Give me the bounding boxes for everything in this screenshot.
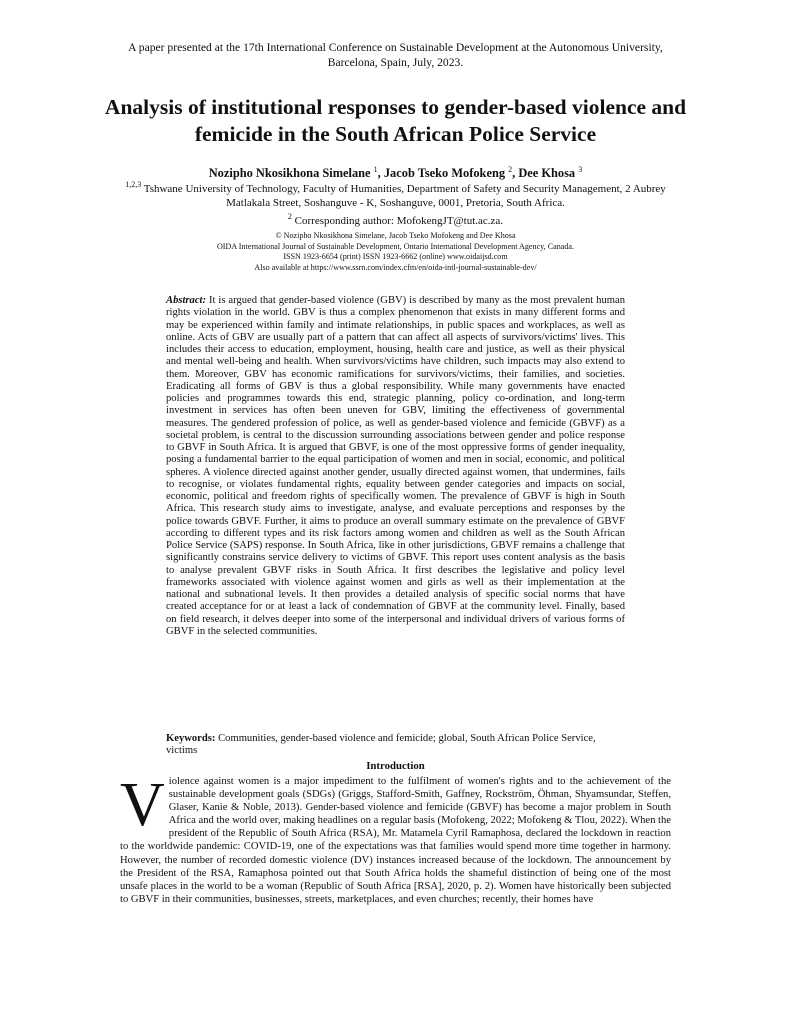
introduction-body bbox=[120, 771, 671, 906]
author-name: Dee Khosa bbox=[518, 166, 576, 180]
availability-line: Also available at https://www.ssrn.com/index.cfm/en/oida-intl-journal-sustainable-dev/ bbox=[254, 262, 537, 272]
author-mark: 1 bbox=[373, 165, 378, 174]
affiliation bbox=[115, 178, 676, 228]
author-list: Nozipho Nkosikhona Simelane $^1$, Jacob Tseko Mofokeng $^2$, Dee Khosa $^3$ bbox=[208, 165, 583, 180]
issn-line: ISSN 1923-6654 (print) ISSN 1923-6662 (online) www.oidaijsd.com bbox=[283, 252, 508, 262]
corresponding-mark: 2 bbox=[287, 212, 292, 221]
corresponding-author: Corresponding author: MofokengJT@tut.ac.za. bbox=[294, 215, 504, 227]
affiliation-text: Tshwane University of Technology, Faculty of Humanities, Department of Safety and Security Management, 2 Aubrey Matlakala Street, Soshanguve - K, Soshanguve, 0001, Pretoria, South Africa. bbox=[143, 183, 666, 209]
author-name: Jacob Tseko Mofokeng bbox=[383, 166, 506, 180]
abstract-label: Abstract: bbox=[166, 295, 207, 306]
author-mark: 2 bbox=[508, 165, 513, 174]
drop-cap: V bbox=[120, 771, 165, 839]
keywords-label: Keywords: bbox=[166, 733, 216, 744]
copyright-block bbox=[140, 231, 651, 273]
journal-line: OIDA International Journal of Sustainable Development, Ontario International Development Agency, Canada. bbox=[216, 241, 575, 251]
copyright-line: © Nozipho Nkosikhona Simelane, Jacob Tseko Mofokeng and Dee Khosa bbox=[275, 231, 516, 240]
author-name: Nozipho Nkosikhona Simelane bbox=[208, 166, 371, 180]
abstract-text: It is argued that gender-based violence (GBV) is described by many as the most prevalent human rights violation in the world. GBV is thus a complex phenomenon that exists in many different forms and may be experienced within family and intimate relationships, in public spaces and workplaces, as well as online. Acts of GBV are usually part of a pattern that can affect all aspects of survivors/victims' lives. This includes their access to education, employment, housing, health care and justice, as well as their physical and mental well-being and health. When survivors/victims have children, such impacts may also extend to them. Moreover, GBV has economic ramifications for survivors/victims, their families, and societies. Eradicating all forms of GBV is thus a global responsibility. While many governments have enacted policies and programmes towards this end, strategic planning, policy co-ordination, and long-term investment in services has often been uneven for GBV, limiting the effectiveness of governmental measures. The gendered profession of police, as well as gender-based violence and femicide (GBVF) as a societal problem, is central to the discussion surrounding associations between gender and police response to GBVF in South Africa. It is argued that GBVF, is one of the most oppressive forms of gender inequality, posing a fundamental barrier to the equal participation of women and men in social, economic, and political spheres. A violence directed against another gender, usually directed against women, that undermines, fails to recognise, or violates fundamental rights, equality between gender categories and impacts on social, economic, political and freedom rights of specifically women. The prevalence of GBVF is high in South Africa. This research study aims to investigate, analyse, and evaluate perceptions and responses by the police towards GBVF. Further, it aims to produce an overall summary estimate on the prevalence of GBVF according to different types and its risk factors among women and children as well as the South African Police Service (SAPS) response. In South Africa, like in other jurisdictions, GBVF remains a challenge that significantly constrains service delivery to victims of GBVF. This report uses content analysis as the basis to analyse prevalent GBVF risks in South Africa. It first describes the legislative and policy level frameworks associated with violence against women and girls as well as their implementation at the national and subnational levels. It then provides a detailed analysis of specific social norms that have created acceptance for or at least a lack of condemnation of GBVF at the community level. Finally, based on field research, it delves deeper into some of the interpersonal and individual drivers of various forms of GBVF in the selected communities. bbox=[166, 295, 625, 637]
keywords bbox=[166, 733, 625, 758]
abstract bbox=[166, 295, 625, 638]
affiliation-mark: 1,2,3 bbox=[125, 180, 142, 189]
introduction-text: iolence against women is a major impediment to the fulfilment of women's rights and to the achievement of the sustainable development goals (SDGs) (Griggs, Stafford-Smith, Gaffney, Rockström, Öhman, Shyamsundar, Steffen, Glaser, Kanie & Noble, 2013). Gender-based violence and femicide (GBVF) has become a major problem in South Africa and the world over, making headlines on a regular basis (Mofokeng, 2022; Mofokeng & Tlou, 2022). When the president of the Republic of South Africa (RSA), Mr. Matamela Cyril Ramaphosa, declared the lockdown in reaction to the worldwide pandemic: COVID-19, one of the expectations was that families would spend more time together in harmony. However, the number of recorded domestic violence (DV) instances increased because of the lockdown. The announcement by the President of the RSA, Ramaphosa pointed out that South Africa holds the shameful distinction of being one of the most unsafe places in the world to be a woman (Republic of South Africa [RSA], 2020, p. 2). Women have historically been subjected to GBVF in their communities, businesses, streets, marketplaces, and even churches; recently, their homes have bbox=[120, 776, 671, 905]
section-heading-introduction: Introduction bbox=[366, 760, 425, 772]
keywords-text: Communities, gender-based violence and femicide; global, South African Police Service, victims bbox=[166, 733, 596, 757]
author-mark: 3 bbox=[578, 165, 583, 174]
paper-title: Analysis of institutional responses to gender-based violence and femicide in the South African Police Service bbox=[104, 95, 687, 146]
conference-note: A paper presented at the 17th International Conference on Sustainable Development at the Autonomous University, Barcelona, Spain, July, 2023. bbox=[128, 41, 663, 69]
